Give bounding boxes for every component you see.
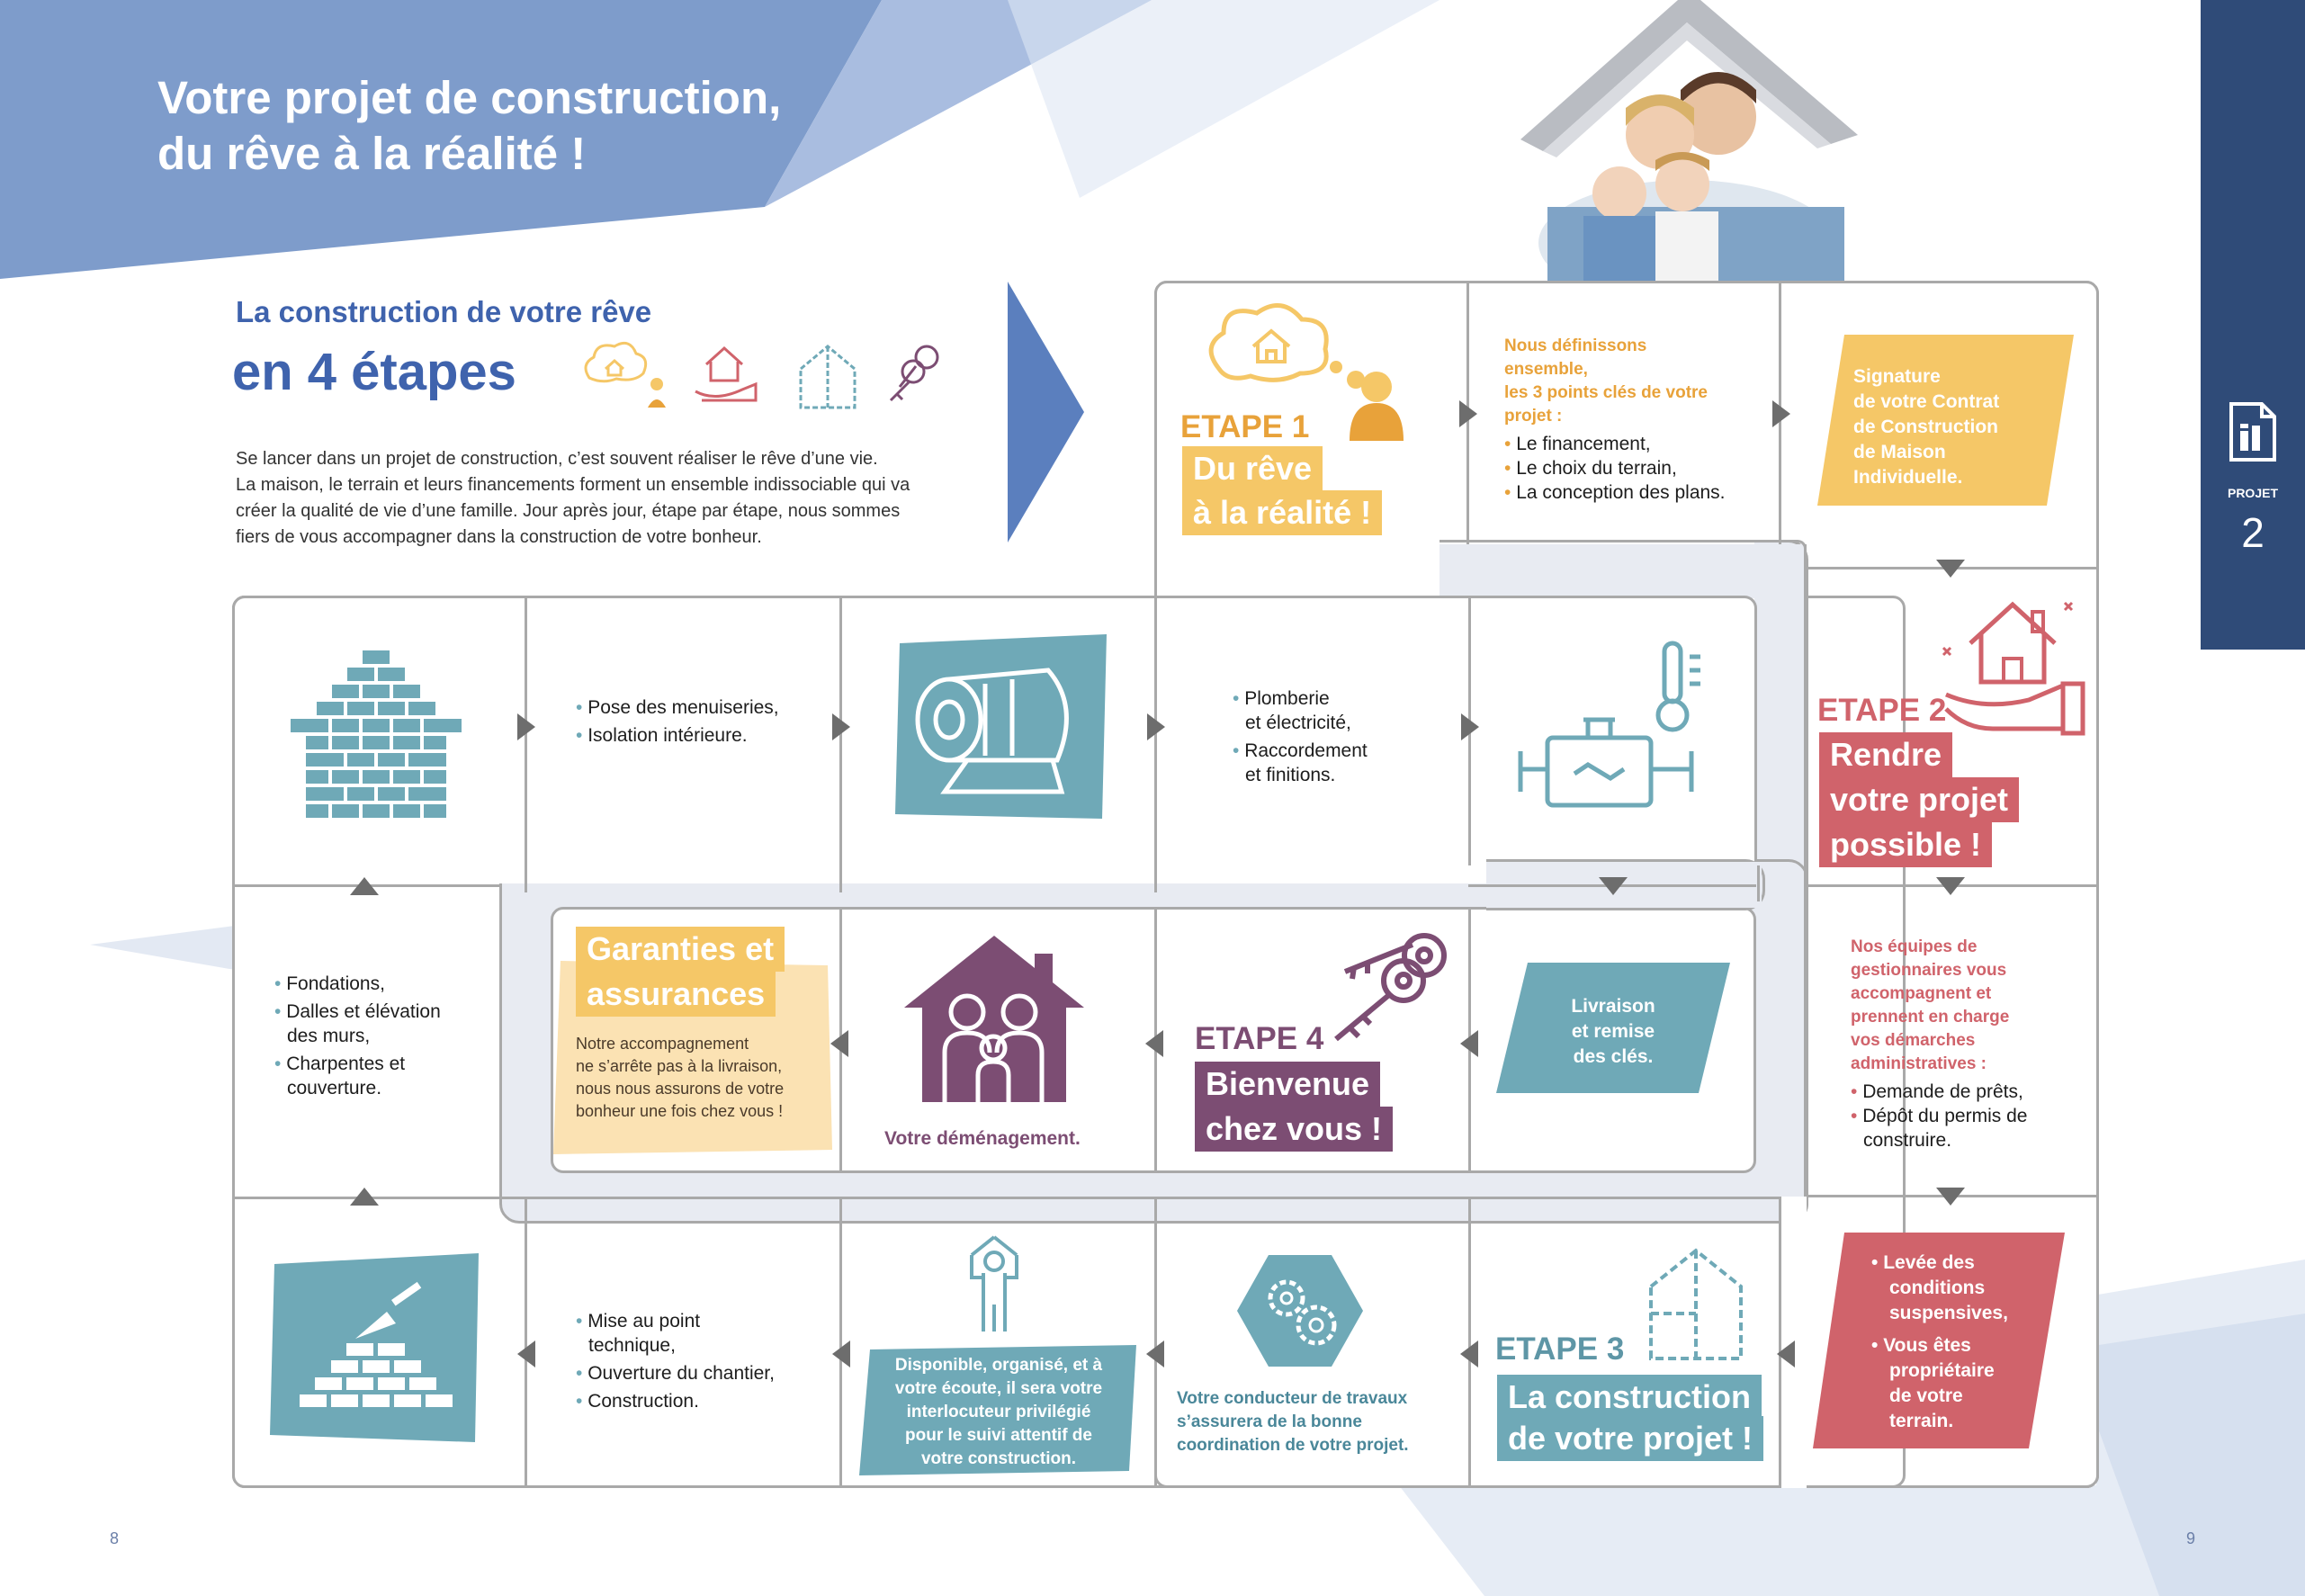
flow-arrow [1147, 713, 1165, 740]
document-chart-icon [2228, 400, 2278, 463]
intro-line: fiers de vous accompagner dans la construction de votre bonheur. [236, 527, 762, 547]
fondations-item: • Charpentes et [274, 1054, 406, 1074]
plomberie-cell [1233, 686, 1457, 787]
project-sidebar-tab [2201, 0, 2305, 650]
family-house-icon [904, 936, 1084, 1102]
equipes-cell [1851, 936, 2085, 1152]
flow-arrow [1936, 560, 1965, 578]
conducteur-text [1177, 1387, 1456, 1457]
step3-title-line1: La construction [1497, 1375, 1762, 1420]
step2-title-line2: votre projet [1819, 777, 2019, 822]
conducteur-line: coordination de votre projet. [1177, 1436, 1409, 1455]
equipes-intro-line: prennent en charge [1851, 1008, 2010, 1027]
sidebar-label: PROJET [2227, 486, 2278, 500]
flow-arrow [1461, 713, 1479, 740]
menuiseries-cell [576, 695, 828, 748]
plomberie-item-cont: et finitions. [1245, 765, 1336, 785]
define-intro-line: Nous définissons [1504, 336, 1647, 355]
flow-arrow [1599, 877, 1628, 895]
define-item: • Le choix du terrain, [1504, 458, 1677, 479]
define-intro-line: projet : [1504, 407, 1563, 426]
keys-icon [891, 346, 937, 400]
keys-icon [1318, 927, 1462, 1044]
fondations-item-cont: des murs, [287, 1026, 371, 1046]
disponible-line: votre construction. [920, 1449, 1077, 1468]
flow-arrow [1146, 1340, 1164, 1367]
step2-label: ETAPE 2 [1817, 693, 1947, 728]
step1-title-line2: à la réalité ! [1182, 490, 1382, 535]
flow-arrow [1936, 1188, 1965, 1206]
flow-arrow [517, 1340, 535, 1367]
define-intro-line: ensemble, [1504, 360, 1588, 379]
signature-line: Signature [1853, 366, 1941, 387]
flow-arrow [1459, 400, 1477, 427]
flow-arrow [1460, 1030, 1478, 1057]
signature-line: de Maison [1853, 442, 1946, 462]
flow-arrow [1777, 1340, 1795, 1367]
page-number-right: 9 [2186, 1529, 2196, 1547]
signature-line: de Construction [1853, 417, 1998, 437]
flow-arrow [830, 1030, 848, 1057]
equipes-intro-line: Nos équipes de [1851, 937, 1978, 956]
page-number-left: 8 [110, 1529, 120, 1547]
garanties-title-line1: Garanties et [576, 927, 785, 972]
define-cell [1504, 335, 1774, 505]
fondations-cell [274, 972, 517, 1100]
garanties-title-line2: assurances [576, 972, 776, 1017]
flow-arrow [517, 713, 535, 740]
levee-item-cont: terrain. [1889, 1411, 1954, 1431]
levee-item-cont: suspensives, [1889, 1303, 2008, 1323]
menuiseries-item: • Pose des menuiseries, [576, 697, 779, 718]
intro-paragraph [236, 446, 955, 551]
conducteur-line: Votre conducteur de travaux [1177, 1389, 1408, 1408]
garanties-line: bonheur une fois chez vous ! [576, 1102, 784, 1120]
garanties-line: nous nous assurons de votre [576, 1080, 785, 1098]
demenagement-text: Votre déménagement. [884, 1128, 1081, 1149]
define-item: • La conception des plans. [1504, 482, 1726, 503]
flow-arrow [1145, 1030, 1163, 1057]
step4-label: ETAPE 4 [1195, 1021, 1324, 1056]
conducteur-line: s’assurera de la bonne [1177, 1412, 1362, 1431]
family-photo [1493, 0, 1871, 283]
house-hand-icon [695, 348, 756, 400]
define-item: • Le financement, [1504, 434, 1651, 454]
title-line-2: du rêve à la réalité ! [157, 128, 587, 179]
livraison-line: Livraison [1571, 996, 1655, 1017]
levee-text [1871, 1251, 2051, 1434]
signature-line: Individuelle. [1853, 467, 1963, 488]
section-subtitle-large: en 4 étapes [232, 343, 516, 401]
levee-item: • Vous êtes [1871, 1335, 1971, 1356]
title-line-1: Votre projet de construction, [157, 72, 782, 123]
livraison-line: et remise [1571, 1021, 1655, 1042]
mise-item: • Construction. [576, 1391, 699, 1412]
dream-cloud-icon [586, 343, 646, 381]
step3-label: ETAPE 3 [1495, 1331, 1625, 1367]
flow-arrow [350, 877, 379, 895]
house-plan-icon [801, 346, 855, 408]
intro-line: Se lancer dans un projet de construction, c’est souvent réaliser le rêve d’une vie. [236, 449, 878, 469]
start-arrow-icon [1008, 282, 1089, 542]
plomberie-item: • Plomberie [1233, 688, 1330, 709]
livraison-line: des clés. [1573, 1046, 1654, 1067]
step1-title-line1: Du rêve [1182, 446, 1323, 491]
trowel-bricks-icon [270, 1253, 481, 1447]
step2-title-line3: possible ! [1819, 822, 1992, 867]
signature-text [1853, 364, 2051, 490]
boiler-icon [1511, 634, 1709, 814]
house-hand-icon [1939, 594, 2092, 747]
mise-cell [576, 1309, 828, 1413]
disponible-line: pour le suivi attentif de [905, 1426, 1092, 1445]
flow-arrow [1460, 1340, 1478, 1367]
sidebar-number: 2 [2241, 509, 2265, 556]
person-icon [958, 1233, 1030, 1336]
equipes-intro-line: accompagnent et [1851, 984, 1992, 1003]
levee-item-cont: propriétaire [1889, 1360, 1995, 1381]
page-title [157, 70, 781, 182]
levee-item: • Levée des [1871, 1252, 1975, 1273]
plomberie-item-cont: et électricité, [1245, 713, 1351, 733]
menuiseries-item: • Isolation intérieure. [576, 725, 748, 746]
fondations-item: • Fondations, [274, 973, 385, 994]
equipes-intro-line: administratives : [1851, 1054, 1987, 1073]
flow-arrow [350, 1188, 379, 1206]
step3-title-line2: de votre projet ! [1497, 1416, 1763, 1461]
step4-title-line1: Bienvenue [1195, 1062, 1380, 1107]
levee-item-cont: conditions [1889, 1278, 1986, 1298]
equipes-intro-line: gestionnaires vous [1851, 961, 2007, 980]
disponible-line: interlocuteur privilégié [906, 1403, 1091, 1421]
levee-item-cont: de votre [1889, 1385, 1963, 1406]
step-icons-row [580, 337, 958, 414]
equipes-item: • Demande de prêts, [1851, 1081, 2023, 1102]
livraison-text [1532, 994, 1694, 1070]
equipes-item: • Dépôt du permis de [1851, 1106, 2028, 1126]
garanties-line: Notre accompagnement [576, 1035, 749, 1053]
flow-arrow [832, 713, 850, 740]
flow-arrow [1936, 877, 1965, 895]
signature-line: de votre Contrat [1853, 391, 2000, 412]
section-subtitle: La construction de votre rêve [236, 295, 652, 328]
step2-title-line1: Rendre [1819, 732, 1952, 777]
mise-item-cont: technique, [588, 1335, 676, 1356]
mise-item: • Mise au point [576, 1311, 701, 1331]
intro-line: La maison, le terrain et leurs financements forment un ensemble indissociable qui va [236, 475, 910, 495]
garanties-text [576, 1033, 819, 1123]
equipes-intro-line: vos démarches [1851, 1031, 1976, 1050]
gears-icon [1237, 1255, 1363, 1367]
disponible-line: Disponible, organisé, et à [894, 1356, 1103, 1375]
define-intro-line: les 3 points clés de votre [1504, 383, 1708, 402]
disponible-text [873, 1354, 1125, 1471]
disponible-line: votre écoute, il sera votre [894, 1379, 1103, 1398]
house-plan-icon [1646, 1246, 1754, 1363]
step4-title-line2: chez vous ! [1195, 1107, 1393, 1152]
insulation-roll-icon [895, 634, 1111, 823]
fondations-item-cont: couverture. [287, 1078, 382, 1098]
flow-arrow [832, 1340, 850, 1367]
step1-label: ETAPE 1 [1180, 409, 1310, 444]
flow-arrow [1772, 400, 1790, 427]
garanties-line: ne s’arrête pas à la livraison, [576, 1057, 783, 1075]
equipes-item: construire. [1863, 1130, 1952, 1151]
plomberie-item: • Raccordement [1233, 740, 1368, 761]
intro-line: créer la qualité de vie d’une famille. Jour après jour, étape par étape, nous sommes [236, 501, 901, 521]
fondations-item: • Dalles et élévation [274, 1001, 441, 1022]
brick-house-icon [286, 646, 466, 826]
mise-item: • Ouverture du chantier, [576, 1363, 775, 1384]
define-intro [1504, 335, 1774, 428]
